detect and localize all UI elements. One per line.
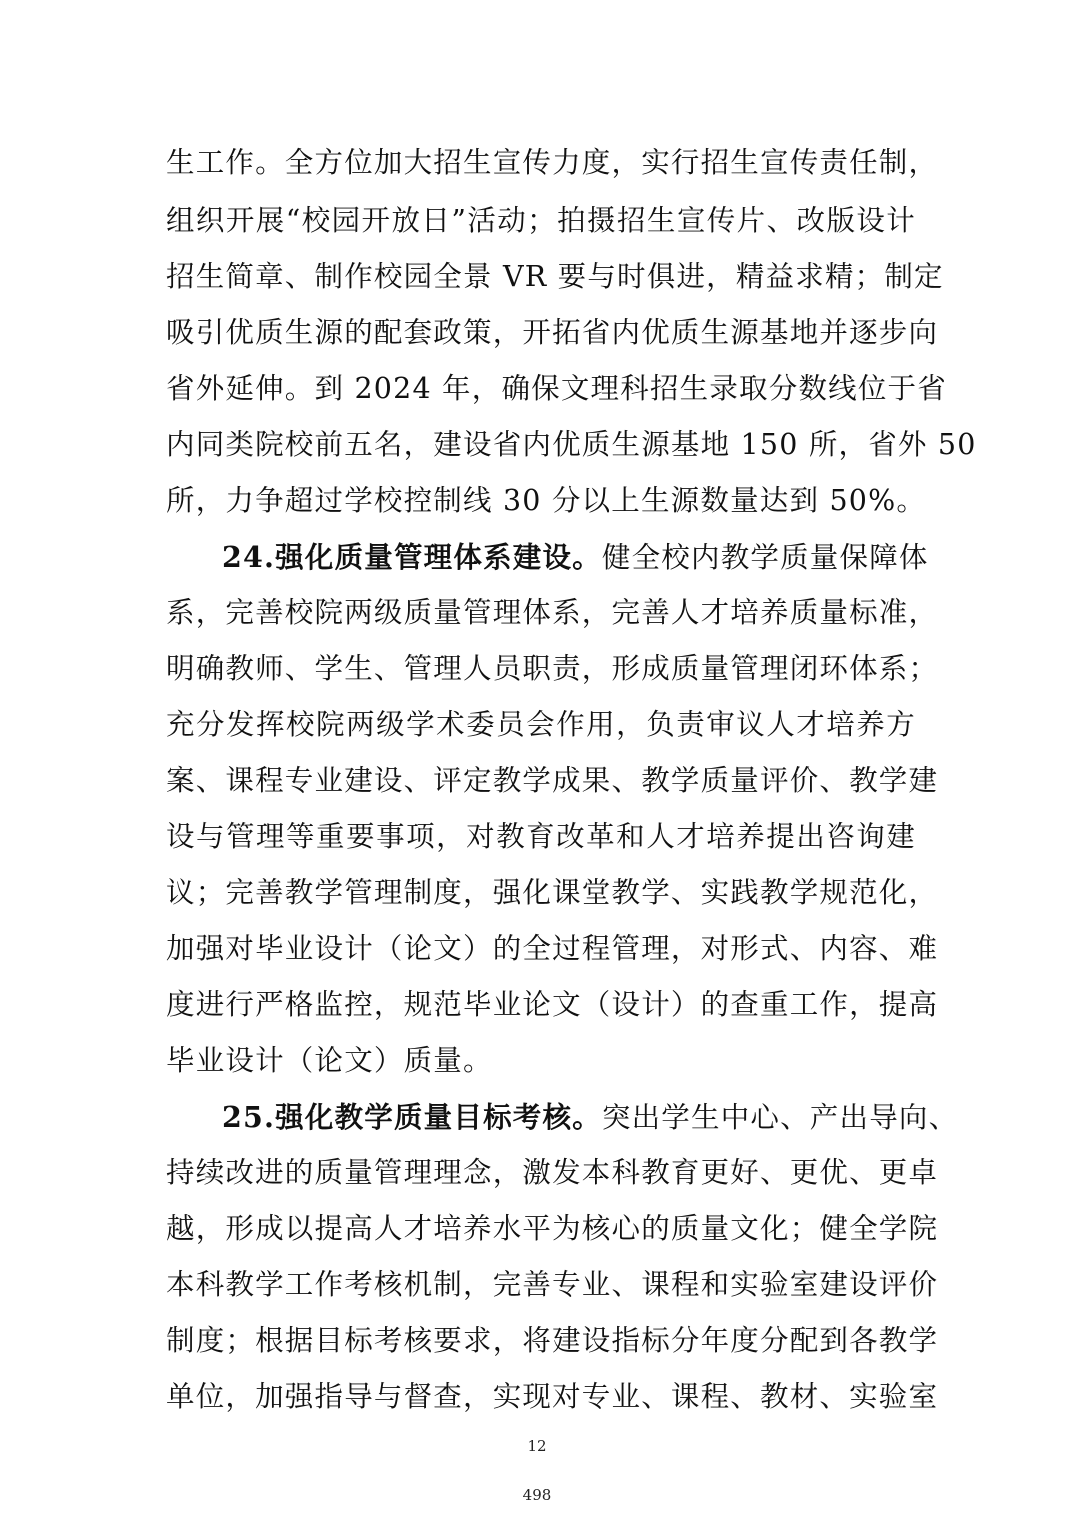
body-text-line: 单位，加强指导与督查，实现对专业、课程、教材、实验室 bbox=[166, 1380, 939, 1413]
body-text-line: 本科教学工作考核机制，完善专业、课程和实验室建设评价 bbox=[166, 1268, 939, 1301]
body-text-line: 毕业设计（论文）质量。 bbox=[166, 1044, 493, 1077]
body-text-line: 案、课程专业建设、评定教学成果、教学质量评价、教学建 bbox=[166, 764, 939, 797]
body-text-line: 制度；根据目标考核要求，将建设指标分年度分配到各教学 bbox=[166, 1324, 939, 1357]
body-text-line: 生工作。全方位加大招生宣传力度，实行招生宣传责任制， bbox=[166, 146, 939, 179]
body-text-line: 充分发挥校院两级学术委员会作用，负责审议人才培养方 bbox=[166, 708, 916, 741]
page-number: 12 bbox=[527, 1437, 547, 1455]
section-heading: 24.强化质量管理体系建设。 bbox=[222, 540, 602, 574]
body-text-line: 组织开展“校园开放日”活动；拍摄招生宣传片、改版设计 bbox=[166, 204, 916, 237]
body-text-line: 所，力争超过学校控制线 30 分以上生源数量达到 50%。 bbox=[166, 484, 927, 517]
body-text-line: 省外延伸。到 2024 年，确保文理科招生录取分数线位于省 bbox=[166, 372, 947, 405]
paragraph-first-line bbox=[222, 537, 929, 577]
section-heading: 25.强化教学质量目标考核。 bbox=[222, 1100, 602, 1134]
body-text-line: 越，形成以提高人才培养水平为核心的质量文化；健全学院 bbox=[166, 1212, 939, 1245]
body-text-line: 设与管理等重要事项，对教育改革和人才培养提出咨询建 bbox=[166, 820, 916, 853]
body-text-line: 招生简章、制作校园全景 VR 要与时俱进，精益求精；制定 bbox=[166, 260, 944, 293]
volume-page-number: 498 bbox=[522, 1486, 552, 1504]
paragraph-first-line bbox=[222, 1097, 959, 1137]
body-text-line: 议；完善教学管理制度，强化课堂教学、实践教学规范化， bbox=[166, 876, 939, 909]
body-text-line: 系，完善校院两级质量管理体系，完善人才培养质量标准， bbox=[166, 596, 939, 629]
body-text-line: 持续改进的质量管理理念，激发本科教育更好、更优、更卓 bbox=[166, 1156, 939, 1189]
body-text-line: 加强对毕业设计（论文）的全过程管理，对形式、内容、难 bbox=[166, 932, 939, 965]
body-text-line: 吸引优质生源的配套政策，开拓省内优质生源基地并逐步向 bbox=[166, 316, 939, 349]
body-text-line: 度进行严格监控，规范毕业论文（设计）的查重工作，提高 bbox=[166, 988, 939, 1021]
body-text-line: 明确教师、学生、管理人员职责，形成质量管理闭环体系； bbox=[166, 652, 939, 685]
body-text: 突出学生中心、产出导向、 bbox=[601, 1101, 959, 1134]
body-text-line: 内同类院校前五名，建设省内优质生源基地 150 所，省外 50 bbox=[166, 428, 977, 461]
body-text: 健全校内教学质量保障体 bbox=[601, 541, 929, 574]
